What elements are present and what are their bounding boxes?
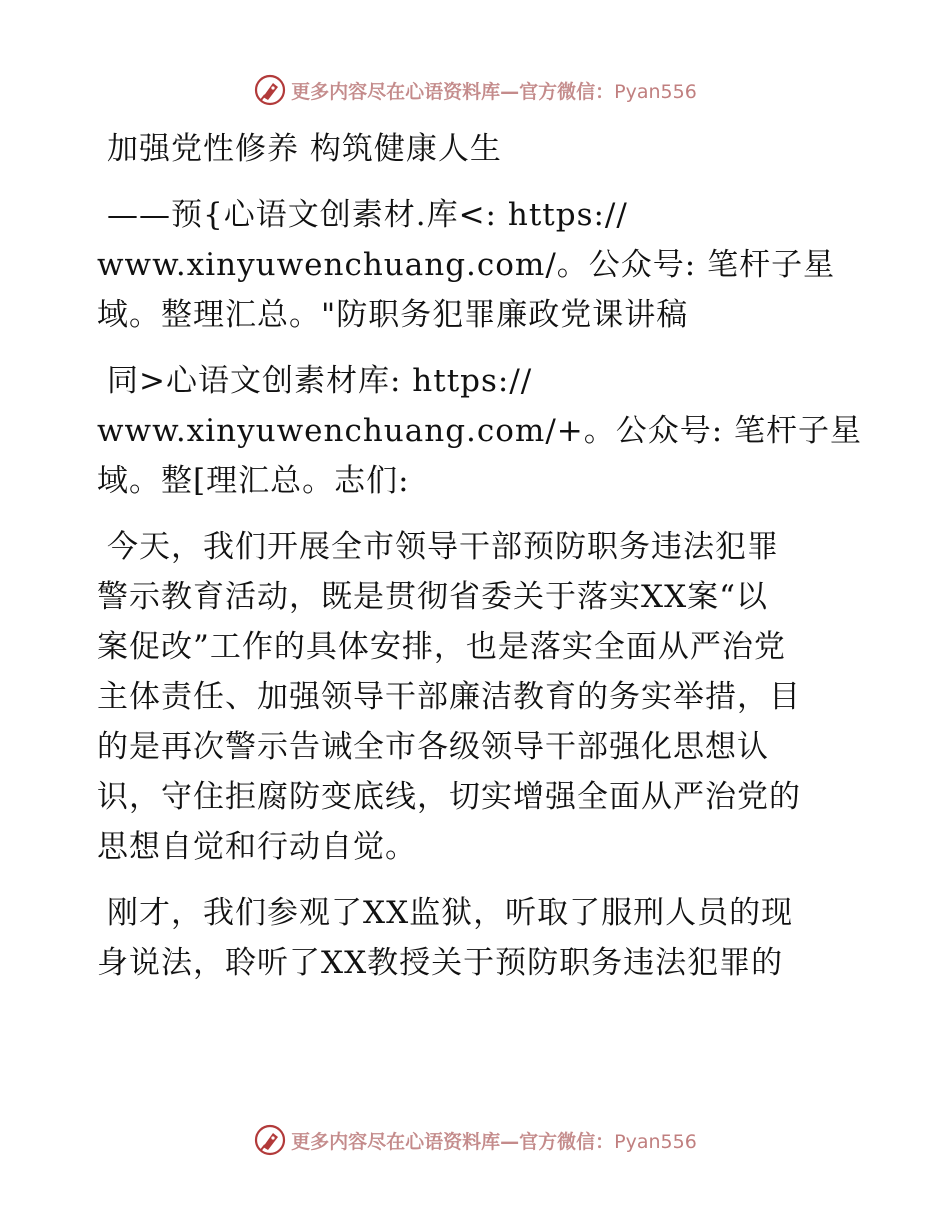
paragraph-line: 识，守住拒腐防变底线，切实增强全面从严治党的 — [97, 779, 801, 815]
document-body — [97, 120, 863, 988]
paragraph-line: 刚才，我们参观了XX监狱，听取了服刑人员的现 — [107, 895, 794, 931]
paragraph-2 — [97, 356, 863, 506]
paragraph-line: 今天，我们开展全市领导干部预防职务违法犯罪 — [107, 529, 779, 565]
paragraph-line: 主体责任、加强领导干部廉洁教育的务实举措，目 — [97, 679, 801, 715]
pen-nib-circle-logo-icon — [253, 73, 287, 107]
document-title: 加强党性修养 构筑健康人生 — [107, 131, 502, 167]
paragraph-line: 的是再次警示告诫全市各级领导干部强化思想认 — [97, 729, 769, 765]
paragraph-line: www.xinyuwenchuang.com/。公众号: 笔杆子星 — [97, 247, 836, 283]
paragraph-3 — [97, 522, 857, 872]
paragraph-line: 思想自觉和行动自觉。 — [97, 829, 417, 865]
paragraph-4 — [97, 888, 857, 988]
paragraph-1 — [97, 190, 857, 340]
watermark-text: 更多内容尽在心语资料库—官方微信：Pyan556 — [291, 1130, 697, 1153]
paragraph-line: 案促改”工作的具体安排，也是落实全面从严治党 — [97, 629, 786, 665]
paragraph-line: 域。整[理汇总。志们: — [97, 463, 410, 499]
paragraph-line: 身说法，聆听了XX教授关于预防职务违法犯罪的 — [97, 945, 784, 981]
paragraph-line: ——预{心语文创素材.库<: https:// — [107, 197, 628, 233]
paragraph-line: 同>心语文创素材库: https:// — [107, 363, 533, 399]
watermark-banner-top — [0, 70, 950, 110]
paragraph-line: 域。整理汇总。"防职务犯罪廉政党课讲稿 — [97, 297, 689, 333]
paragraph-line: www.xinyuwenchuang.com/+。公众号: 笔杆子星 — [97, 413, 863, 449]
watermark-banner-bottom — [0, 1120, 950, 1160]
watermark-text: 更多内容尽在心语资料库—官方微信：Pyan556 — [291, 80, 697, 103]
pen-nib-circle-logo-icon — [253, 1123, 287, 1157]
paragraph-line: 警示教育活动，既是贯彻省委关于落实XX案“以 — [97, 579, 768, 615]
